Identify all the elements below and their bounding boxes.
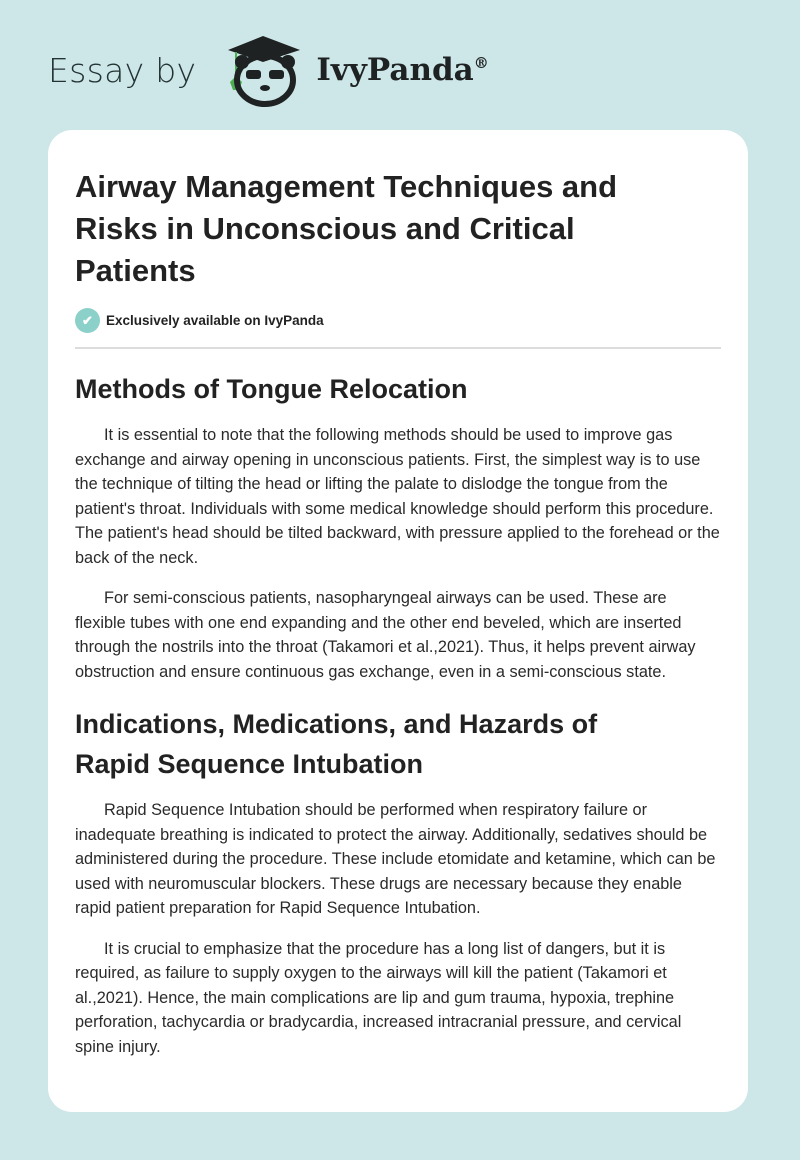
paragraph: It is essential to note that the following methods should be used to improve gas exchange and airway opening in unconscious patients. First, the simplest way is to use the technique of tilting the head or lifting the palate to dislodge the tongue from the patient's throat. Individuals with some medical knowledge should perform this procedure. The patient's head should be tilted backward, with pressure applied to the forehead or the back of the neck. xyxy=(75,426,720,567)
ivypanda-logo-icon[interactable] xyxy=(218,30,308,110)
badge-text: Exclusively available on IvyPanda xyxy=(106,313,324,328)
section-heading: Indications, Medications, and Hazards of Rapid Sequence Intubation xyxy=(75,709,598,779)
registered-mark: ® xyxy=(473,54,489,72)
essay-title: Airway Management Techniques and Risks in Unconscious and Critical Patients xyxy=(75,169,618,288)
site-header xyxy=(48,30,489,110)
essay-by-label: Essay by xyxy=(48,50,197,90)
essay-card xyxy=(48,130,748,1112)
divider xyxy=(75,347,721,349)
brand-name[interactable] xyxy=(316,52,488,88)
paragraph: It is crucial to emphasize that the procedure has a long list of dangers, but it is required, as failure to supply oxygen to the airways will kill the patient (Takamori et al.,2021). Hence, the main complications are lip and gum trauma, hypoxia, trephine perforation, tachycardia or bradycardia, increased intracranial pressure, and cervical spine injury. xyxy=(75,939,682,1056)
paragraph: For semi-conscious patients, nasopharyngeal airways can be used. These are flexible tubes with one end expanding and the other end beveled, which are inserted through the nostrils into the throat (Takamori et al.,2021). Thus, it helps prevent airway obstruction and ensure continuous gas exchange, even in a semi-conscious state. xyxy=(75,589,696,681)
brand-text: IvyPanda xyxy=(316,52,474,88)
exclusive-badge xyxy=(75,308,721,333)
paragraph: Rapid Sequence Intubation should be performed when respiratory failure or inadequate breathing is indicated to protect the airway. Additionally, sedatives should be administered during the procedure. These include etomidate and ketamine, which can be used with neuromuscular blockers. These drugs are necessary because they enable rapid patient preparation for Rapid Sequence Intubation. xyxy=(75,801,716,917)
section-heading: Methods of Tongue Relocation xyxy=(75,374,468,404)
check-icon: ✔ xyxy=(75,308,100,333)
